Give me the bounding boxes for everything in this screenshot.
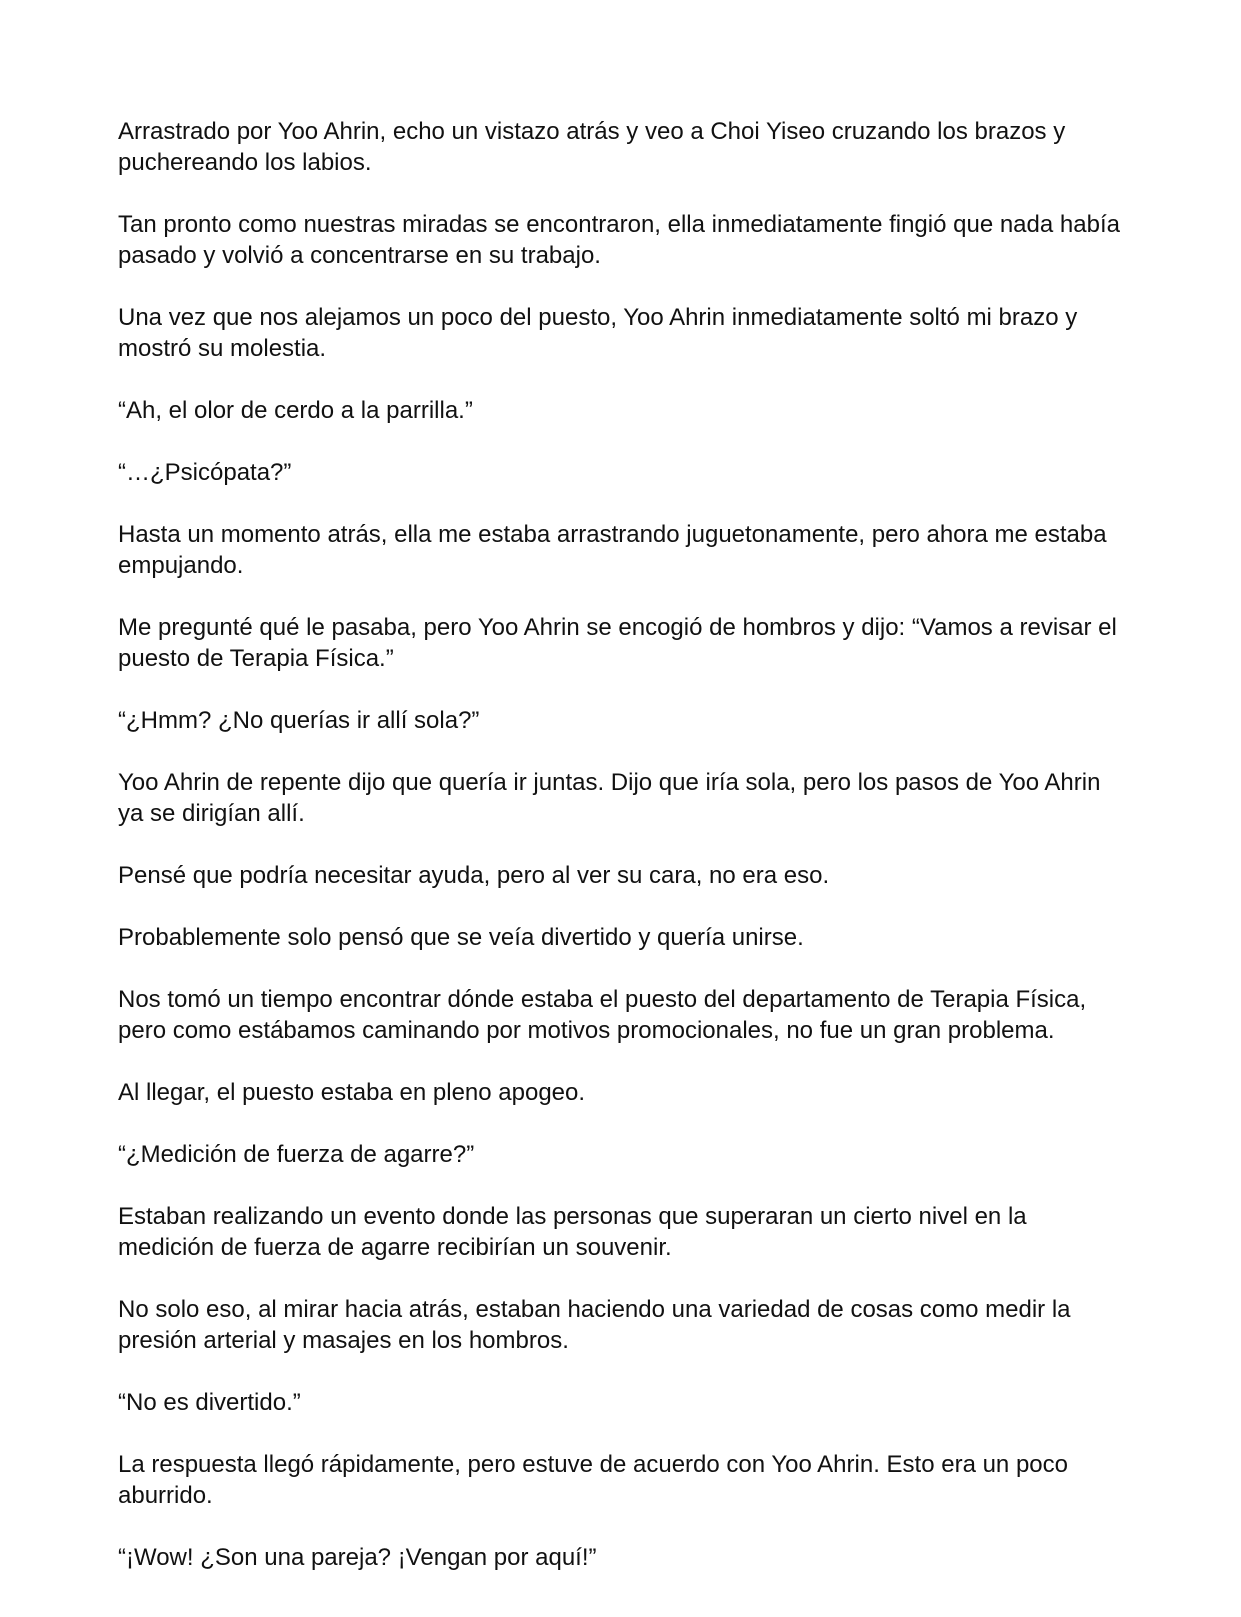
paragraph: “No es divertido.” [118,1389,301,1416]
paragraph: Tan pronto como nuestras miradas se encontraron, ella inmediatamente fingió que nada había pasado y volvió a concentrarse en su trabajo. [118,211,1120,269]
document-body [118,116,1128,1604]
paragraph: No solo eso, al mirar hacia atrás, estaban haciendo una variedad de cosas como medir la presión arterial y masajes en los hombros. [118,1296,1071,1354]
paragraph: Una vez que nos alejamos un poco del puesto, Yoo Ahrin inmediatamente soltó mi brazo y mostró su molestia. [118,304,1078,362]
paragraph: Pensé que podría necesitar ayuda, pero al ver su cara, no era eso. [118,862,830,889]
paragraph: Yoo Ahrin de repente dijo que quería ir juntas. Dijo que iría sola, pero los pasos de Yoo Ahrin ya se dirigían allí. [118,769,1101,827]
paragraph: “¿Hmm? ¿No querías ir allí sola?” [118,707,480,734]
paragraph: La respuesta llegó rápidamente, pero estuve de acuerdo con Yoo Ahrin. Esto era un poco aburrido. [118,1451,1068,1509]
paragraph: Estaban realizando un evento donde las personas que superaran un cierto nivel en la medición de fuerza de agarre recibirían un souvenir. [118,1203,1027,1261]
paragraph: Me pregunté qué le pasaba, pero Yoo Ahrin se encogió de hombros y dijo: “Vamos a revisar el puesto de Terapia Física.” [118,614,1117,672]
paragraph: “¡Wow! ¿Son una pareja? ¡Vengan por aquí!” [118,1544,597,1571]
paragraph: Arrastrado por Yoo Ahrin, echo un vistazo atrás y veo a Choi Yiseo cruzando los brazos y puchereando los labios. [118,118,1066,176]
paragraph: “…¿Psicópata?” [118,459,292,486]
paragraph: Probablemente solo pensó que se veía divertido y quería unirse. [118,924,804,951]
paragraph: “Ah, el olor de cerdo a la parrilla.” [118,397,473,424]
paragraph: Hasta un momento atrás, ella me estaba arrastrando juguetonamente, pero ahora me estaba empujando. [118,521,1107,579]
paragraph: Al llegar, el puesto estaba en pleno apogeo. [118,1079,586,1106]
paragraph: “¿Medición de fuerza de agarre?” [118,1141,475,1168]
paragraph: Nos tomó un tiempo encontrar dónde estaba el puesto del departamento de Terapia Física, pero como estábamos caminando por motivos promocionales, no fue un gran problema. [118,986,1087,1044]
